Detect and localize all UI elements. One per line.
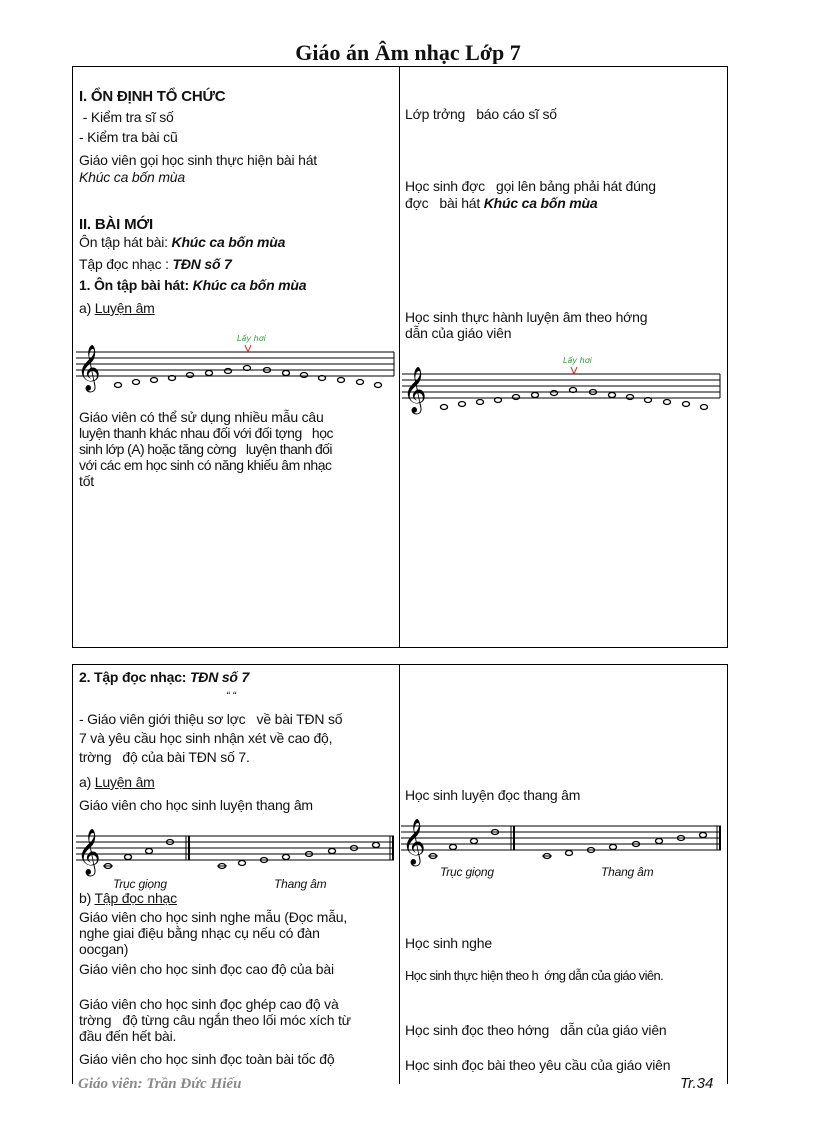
text-kiem-tra-bai-cu: - Kiểm tra bài cũ [79,129,178,145]
text-goi-hoc-sinh [79,152,391,186]
text-goi-y-luyen-thanh [79,409,395,489]
text-kiem-tra-si-so: - Kiểm tra sĩ số [79,109,174,125]
treble-clef-icon: 𝄞 [77,829,101,875]
para-line-3: sinh lớp (A) hoặc tăng cờng luyện thanh đối [79,441,332,457]
heading-tap-doc-nhac-b: TĐN số 7 [189,669,250,685]
text-gioi-thieu-2: 7 và yêu cầu học sinh nhận xét về cao độ, [79,730,333,746]
text-tap-doc-nhac-b [79,890,177,907]
text-nghe-mau-2: nghe giai điệu bằng nhạc cụ nếu có đàn [79,925,320,941]
text-tap-doc-nhac-b2: Tập đọc nhạc [94,890,177,906]
text-thuc-hanh-b: dẫn của giáo viên [405,325,512,341]
heading-bai-moi: II. BÀI MỚI [79,216,153,233]
para-line-2: luyện thanh khác nhau đối với đối tợng học [79,425,333,441]
song-title: Khúc ca bốn mùa [79,169,185,185]
text-thuc-hanh-luyen-am [405,309,723,341]
text-doc-theo-huong-dan: Học sinh đọc theo hớng dẫn của giáo viên [405,1022,667,1038]
heading-tap-doc-nhac-a: 2. Tập đọc nhạc: [79,669,190,685]
text-doc-ghep-2: trờng độ từng câu ngắn theo lối móc xích từ [79,1012,351,1028]
text-on-tap-a: Ôn tập hát bài: [79,234,172,250]
label-truc-giong-right: Trục giọng [440,865,494,879]
text-on-tap [79,234,285,251]
text-tap-doc-nhac-b1: b) [79,890,95,906]
text-luyen-thang-am: Giáo viên cho học sinh luyện thang âm [79,797,313,813]
text-luyen-am-a: a) [79,300,95,316]
text-on-tap-bai-hat [79,277,306,294]
text-nghe-mau [79,909,395,957]
text-quotes: “ “ [226,690,236,702]
text-doc-ghep-1: Giáo viên cho học sinh đọc ghép cao độ và [79,996,339,1012]
text-luyen-doc-thang-am: Học sinh luyện đọc thang âm [405,787,581,803]
label-truc-giong-left: Trục giọng [113,877,167,891]
text-tap-doc-nhac-b: TĐN số 7 [172,256,232,272]
heading-tap-doc-nhac [79,669,249,686]
breath-mark-label: Lấy hơi [563,356,592,365]
text-doc-cao-do: Giáo viên cho học sinh đọc cao độ của bài [79,961,334,977]
treble-clef-icon: 𝄞 [402,819,426,865]
text-doc-toan-bai: Giáo viên cho học sinh đọc toàn bài tốc độ [79,1051,335,1067]
heading-on-dinh: I. ỔN ĐỊNH TỔ CHỨC [79,88,226,105]
footer-teacher: Giáo viên: Trần Đức Hiếu [78,1076,242,1092]
table-1-divider [399,66,400,648]
label-thang-am-left: Thang âm [274,877,327,891]
text-lop-truong: Lớp trởng báo cáo sĩ số [405,106,557,122]
text-luyen-am-b: Luyện âm [94,300,155,316]
text-thuc-hanh-a: Học sinh thực hành luyện âm theo hớng [405,309,648,325]
text-hoc-sinh-duoc-goi-a: Học sinh đợc gọi lên bảng phải hát đúng [405,178,656,194]
text-doc-ghep-3: đầu đến hết bài. [79,1028,177,1044]
text-hoc-sinh-duoc-goi-b2: Khúc ca bốn mùa [483,195,598,211]
text-nghe-mau-3: oocgan) [79,941,129,957]
text-thuc-hien-theo: Học sinh thực hiện theo h ớng dẫn của giáo viên. [405,968,664,983]
text-luyen-am [79,300,155,317]
text-on-tap-b: Khúc ca bốn mùa [171,234,286,250]
text-hoc-sinh-duoc-goi-b [405,195,723,212]
text-doc-ghep [79,996,395,1044]
text-goi-hoc-sinh-a: Giáo viên gọi học sinh thực hiện bài hát [79,152,317,168]
treble-clef-icon: 𝄞 [403,367,427,413]
text-tap-doc-nhac-a: Tập đọc nhạc : [79,256,173,272]
staff-warmup-left [76,330,396,400]
text-gioi-thieu-1: - Giáo viên giới thiệu sơ lợc về bài TĐN số [79,711,343,727]
para-line-1: Giáo viên có thể sử dụng nhiều mẫu câu [79,409,324,425]
text-doc-bai-theo-yeu-cau: Học sinh đọc bài theo yêu cầu của giáo viên [405,1057,671,1073]
text-luyen-am-2b: Luyện âm [94,774,155,790]
text-hoc-sinh-nghe: Học sinh nghe [405,935,492,951]
text-on-tap-bai-hat-a: 1. Ôn tập bài hát: [79,277,193,293]
text-hoc-sinh-duoc-goi [405,178,723,212]
breath-mark-label: Lấy hơi [237,334,266,343]
text-hoc-sinh-duoc-goi-b1: đợc bài hát [405,195,484,211]
text-luyen-am-2a: a) [79,774,95,790]
text-gioi-thieu [79,710,395,767]
para-line-4: với các em học sinh có năng khiếu âm nhạc [79,457,332,473]
table-2-divider [399,664,400,1084]
footer-page-number: Tr.34 [680,1075,714,1092]
text-luyen-am-2 [79,774,155,791]
page-title: Giáo án Âm nhạc Lớp 7 [295,40,521,64]
label-thang-am-right: Thang âm [601,865,654,879]
text-nghe-mau-1: Giáo viên cho học sinh nghe mẫu (Đọc mẫu, [79,909,348,925]
para-line-5: tốt [79,473,94,489]
staff-warmup-right [402,352,724,422]
treble-clef-icon: 𝄞 [77,345,101,391]
text-tap-doc-nhac [79,256,232,273]
text-gioi-thieu-3: trờng độ của bài TĐN số 7. [79,749,250,765]
text-on-tap-bai-hat-b: Khúc ca bốn mùa [192,277,307,293]
